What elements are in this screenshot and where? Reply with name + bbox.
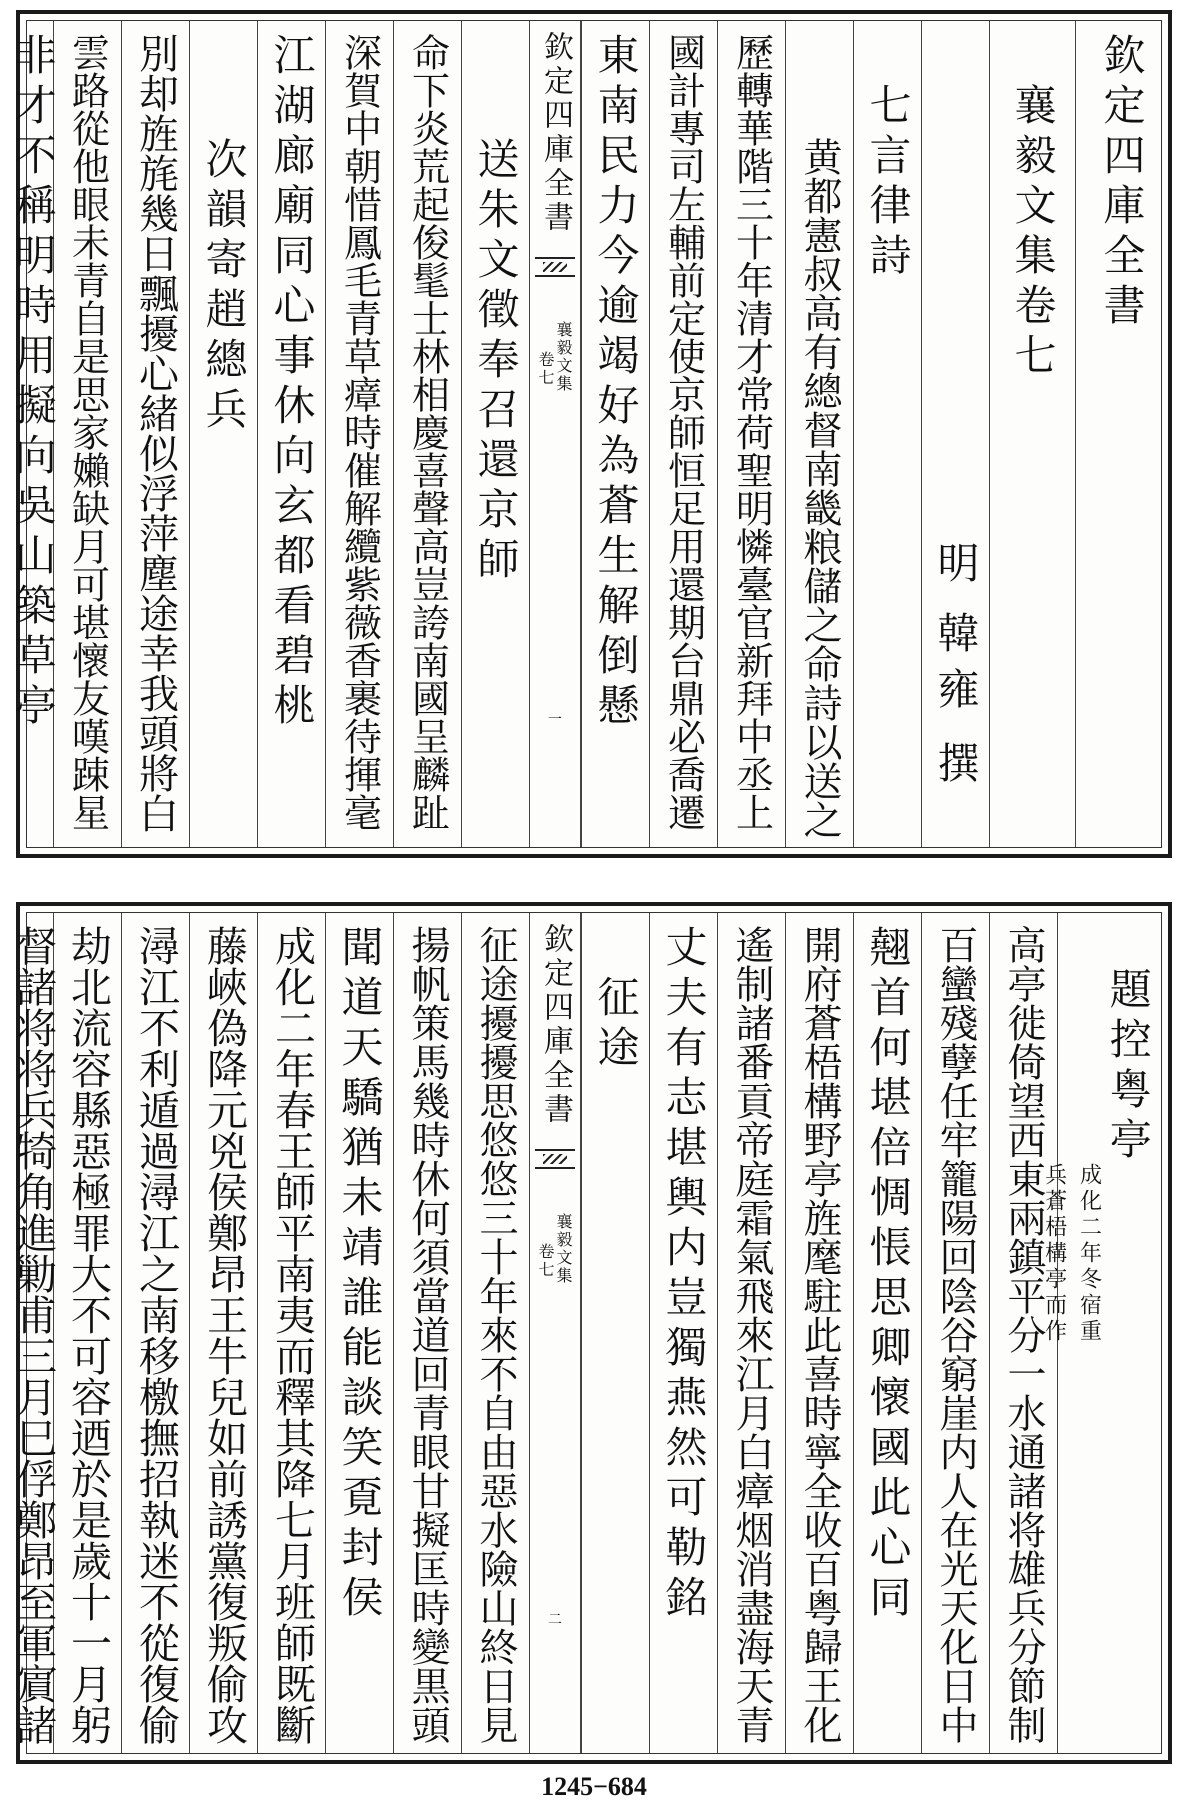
text-line-content: 丈夫有志堪輿内豈獨燕然可勒銘 bbox=[659, 925, 709, 1625]
poem-preface: 黄都憲叔高有總督南畿粮儲之命詩以送之 bbox=[797, 137, 842, 839]
text-line bbox=[649, 21, 717, 847]
collection-title-column bbox=[1075, 21, 1167, 847]
text-line bbox=[53, 21, 121, 847]
preface-column bbox=[785, 21, 853, 847]
text-line-content: 江湖廊廟同心事休向玄都看碧桃 bbox=[267, 33, 317, 733]
text-line-content: 成化二年春王師平南夷而釋其降七月班師既斷 bbox=[268, 925, 316, 1745]
text-line bbox=[393, 21, 461, 847]
center-fold bbox=[529, 913, 581, 1753]
text-line bbox=[393, 913, 461, 1753]
text-line-content: 國計專司左輔前定使京師恒足用還期台鼎必喬遷 bbox=[661, 33, 706, 831]
text-line bbox=[649, 913, 717, 1753]
fishtail-mark bbox=[535, 257, 575, 277]
text-line-content: 深賀中朝惜鳳毛青草瘴時催解纜紫薇香裹待揮毫 bbox=[337, 33, 382, 831]
text-line bbox=[325, 21, 393, 847]
text-line bbox=[785, 913, 853, 1753]
text-line-content: 聞道天驕猶未靖誰能談笑覔封侯 bbox=[335, 925, 385, 1625]
text-line bbox=[325, 913, 393, 1753]
text-line bbox=[189, 913, 257, 1753]
poem-title: 次韻寄趙總兵 bbox=[199, 137, 249, 437]
title-note-line-2: 兵蒼梧構亭而作 bbox=[1041, 1163, 1067, 1345]
text-line bbox=[581, 21, 649, 847]
text-line bbox=[461, 21, 529, 847]
text-line-content: 非才不稱明時用擬向吳山築草亭 bbox=[8, 33, 58, 733]
text-line bbox=[53, 913, 121, 1753]
book-title-column bbox=[989, 21, 1075, 847]
text-line-content: 藤峽偽降元兇侯鄭昂王牛兒如前誘黨復叛偷攻 bbox=[200, 925, 248, 1745]
text-line bbox=[461, 913, 529, 1753]
text-line-content: 劫北流容縣惡極罪大不可容迺於是歲十一月躬 bbox=[64, 925, 112, 1745]
text-line-content: 揚帆策馬幾時休何須當道回青眼甘擬匡時變黒頭 bbox=[405, 925, 450, 1744]
text-line bbox=[921, 913, 989, 1753]
center-collection-title: 欽定四庫全書 bbox=[538, 31, 573, 235]
text-line-content: 雲路從他眼未青自是思家嬾缺月可堪懷友嘆踈星 bbox=[65, 33, 110, 831]
center-collection-title: 欽定四庫全書 bbox=[538, 923, 573, 1127]
center-volume: 卷七 bbox=[536, 351, 555, 387]
text-line-content: 翹首何堪倍惆悵思卿懷國此心同 bbox=[863, 925, 913, 1625]
bottom-page bbox=[9, 902, 1172, 1764]
center-volume: 卷七 bbox=[536, 1243, 555, 1279]
text-line-content: 別却旌旄幾日飄擾心緒似浮萍塵途幸我頭將白 bbox=[132, 33, 179, 833]
dynasty: 明 bbox=[931, 541, 981, 591]
text-line bbox=[581, 913, 649, 1753]
text-line bbox=[189, 21, 257, 847]
text-line-content: 東南民力今逾竭好為蒼生解倒懸 bbox=[591, 33, 641, 733]
text-line-content: 命下炎荒起俊髦士林相慶喜聲高豈誇南國呈麟趾 bbox=[405, 33, 450, 831]
author-name: 韓雍 bbox=[931, 611, 981, 723]
collection-title: 欽定四庫全書 bbox=[1097, 33, 1147, 333]
section-column bbox=[853, 21, 921, 847]
text-line bbox=[853, 913, 921, 1753]
center-book-title: 襄毅文集 bbox=[554, 321, 573, 393]
book-title: 襄毅文集卷七 bbox=[1008, 83, 1058, 383]
poem-title: 征途 bbox=[591, 975, 641, 1075]
text-line bbox=[257, 21, 325, 847]
center-leaf-number: 二 bbox=[548, 1612, 562, 1628]
text-line bbox=[257, 913, 325, 1753]
center-leaf-number: 一 bbox=[548, 712, 562, 728]
text-line-content: 潯江不利遁過潯江之南移檄撫招執迷不從復偷 bbox=[132, 925, 180, 1745]
bottom-page-frame bbox=[9, 912, 1162, 1754]
fishtail-mark bbox=[535, 1149, 575, 1169]
text-line bbox=[717, 913, 785, 1753]
poem-title-column bbox=[1041, 913, 1167, 1753]
author-column bbox=[921, 21, 989, 847]
text-line-content: 遙制諸番貢帝庭霜氣飛來江月白瘴烟消盡海天青 bbox=[729, 925, 774, 1744]
text-line-content: 高亭徙倚望西東兩鎮平分一水通諸将雄兵分節制 bbox=[1001, 925, 1046, 1744]
text-line-content: 征途擾擾思悠悠三十年來不自由惡水險山終日見 bbox=[473, 925, 518, 1744]
poem-title: 題控粤亭 bbox=[1103, 967, 1153, 1167]
text-line bbox=[0, 913, 58, 1753]
section-heading: 七言律詩 bbox=[863, 83, 913, 283]
text-line-content: 歷轉華階三十年清才常荷聖明憐臺官新拜中丞上 bbox=[729, 33, 774, 831]
text-line-content: 開府蒼梧構野亭旌麾駐此喜時寧全收百粤歸王化 bbox=[797, 925, 842, 1744]
center-fold bbox=[529, 21, 581, 847]
top-page-frame bbox=[8, 20, 1162, 848]
text-line bbox=[989, 913, 1057, 1753]
text-line bbox=[121, 913, 189, 1753]
text-line-content: 百蠻殘孽任牢籠陽回陰谷窮崖内人在光天化日中 bbox=[933, 925, 978, 1744]
top-page bbox=[8, 10, 1172, 858]
center-book-title: 襄毅文集 bbox=[554, 1213, 573, 1285]
text-line-content: 督諸将将兵犄角進勦甫三月巳俘鄭昂至軍賔諸 bbox=[9, 925, 58, 1745]
text-line bbox=[0, 21, 58, 847]
text-line bbox=[121, 21, 189, 847]
author-role: 撰 bbox=[931, 741, 981, 791]
text-line bbox=[717, 21, 785, 847]
page-reference-number: 1245−684 bbox=[541, 1772, 647, 1801]
title-note-line-1: 成化二年冬宿重 bbox=[1076, 1163, 1102, 1345]
poem-title: 送朱文徵奉召還京師 bbox=[471, 137, 521, 587]
